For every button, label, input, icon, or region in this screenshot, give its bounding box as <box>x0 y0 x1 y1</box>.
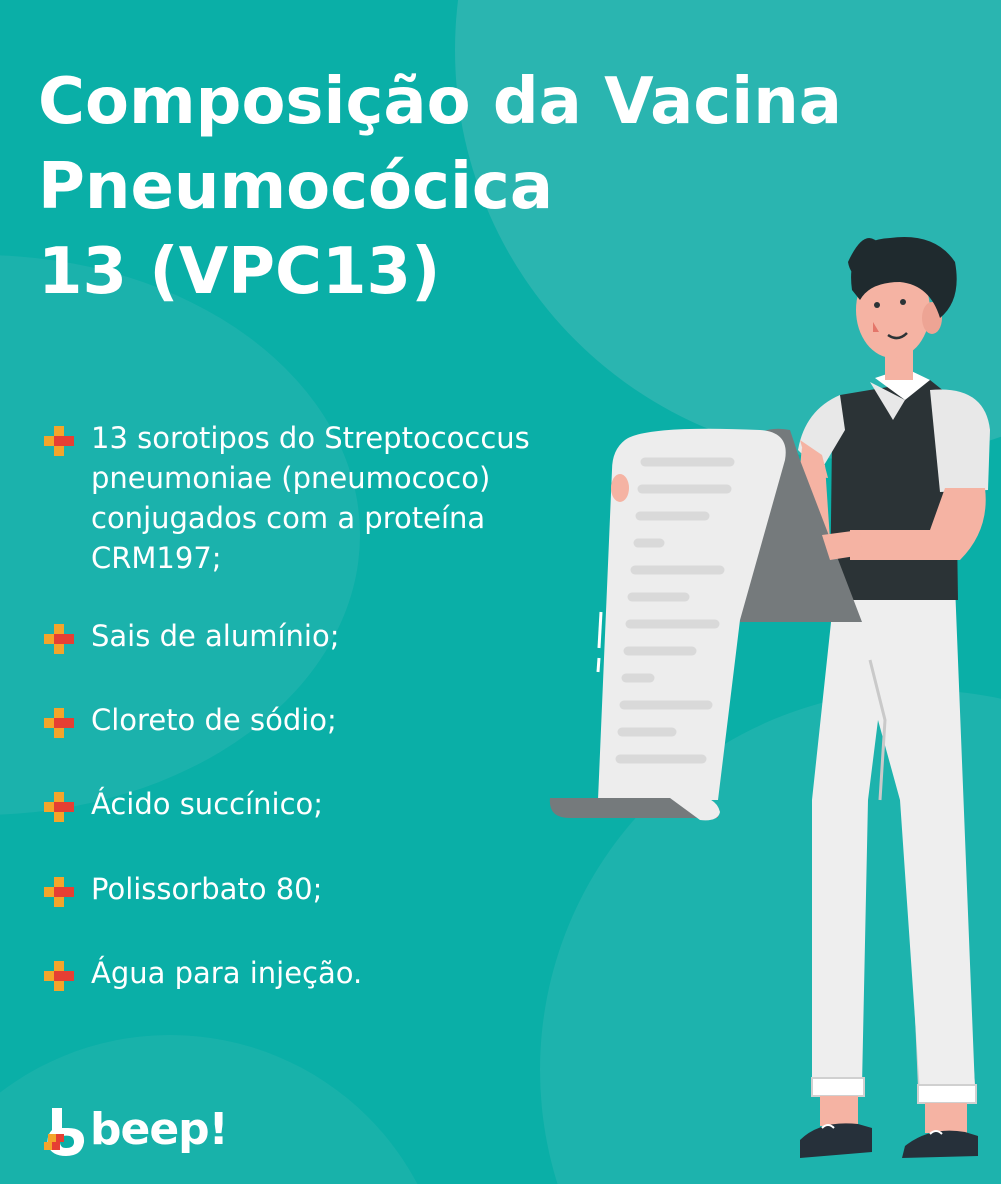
title-line: 13 (VPC13) <box>38 235 441 309</box>
list-item-text: Água para injeção. <box>91 956 363 990</box>
list-item-text: Polissorbato 80; <box>91 872 323 906</box>
list-item-text: Cloreto de sódio; <box>91 703 337 737</box>
logo-text: beep! <box>90 1104 228 1155</box>
plus-cross-icon <box>44 624 74 654</box>
brand-logo <box>44 1102 234 1162</box>
beep-logo-icon <box>44 1106 88 1158</box>
title-line: Composição da Vacina <box>38 65 842 139</box>
list-item-text: 13 sorotipos do Streptococcus pneumoniae (pneumococo) conjugados com a proteína CRM197; <box>91 421 530 575</box>
plus-cross-icon <box>44 961 74 991</box>
title-line: Pneumocócica <box>38 150 553 224</box>
plus-cross-icon <box>44 877 74 907</box>
man-reading-scroll-illustration <box>540 230 1000 1170</box>
list-item-text: Ácido succínico; <box>91 787 324 821</box>
plus-cross-icon <box>44 708 74 738</box>
plus-cross-icon <box>44 426 74 456</box>
plus-cross-icon <box>44 792 74 822</box>
list-item-text: Sais de alumínio; <box>91 619 340 653</box>
